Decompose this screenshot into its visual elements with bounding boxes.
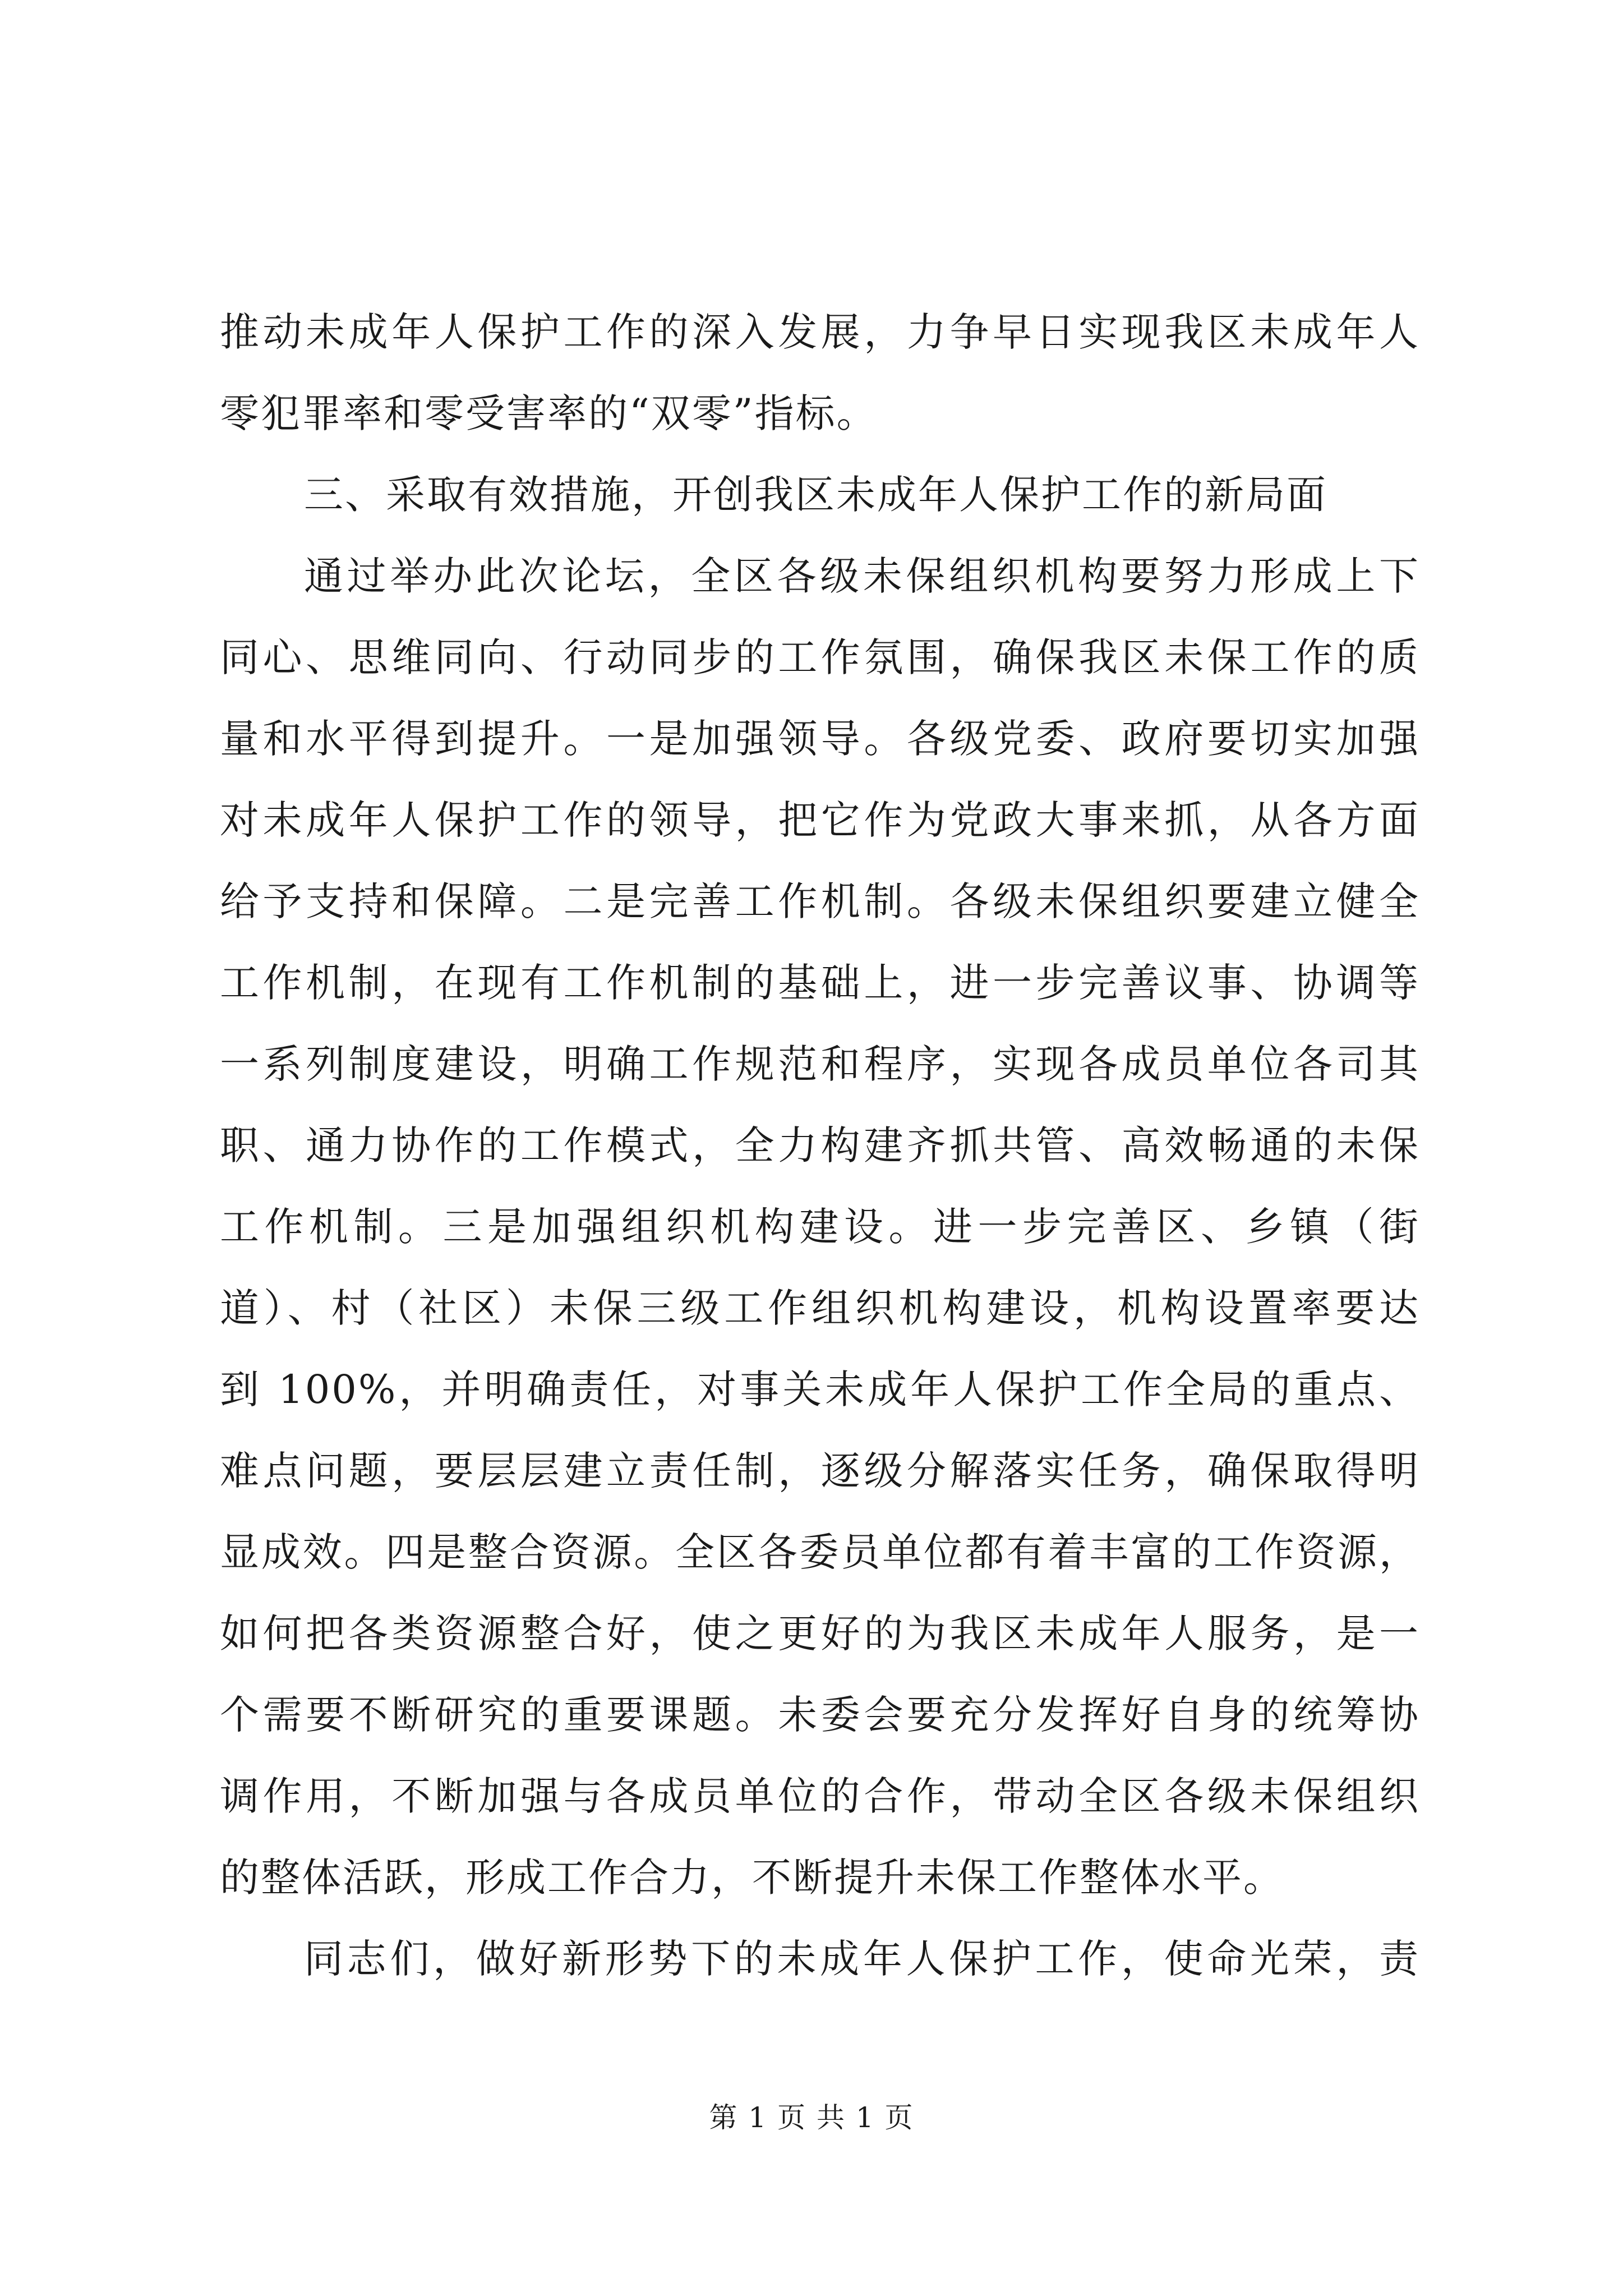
text-line: 如何把各类资源整合好，使之更好的为我区未成年人服务，是一 [220,1611,1420,1657]
text-line: 零犯罪率和零受害率的“双零”指标。 [220,390,878,436]
text-line: 调作用，不断加强与各成员单位的合作，带动全区各级未保组织 [220,1773,1420,1819]
text-line: 工作机制。三是加强组织机构建设。进一步完善区、乡镇（街 [220,1204,1420,1250]
text-line: 对未成年人保护工作的领导，把它作为党政大事来抓，从各方面 [220,797,1420,843]
text-line: 一系列制度建设，明确工作规范和程序，实现各成员单位各司其 [220,1041,1420,1087]
text-line: 显成效。四是整合资源。全区各委员单位都有着丰富的工作资源， [220,1529,1420,1575]
text-line: 的整体活跃，形成工作合力，不断提升未保工作整体水平。 [220,1855,1284,1901]
text-line: 同志们，做好新形势下的未成年人保护工作，使命光荣，责 [304,1936,1420,1982]
text-line: 道）、村（社区）未保三级工作组织机构建设，机构设置率要达 [220,1285,1420,1331]
text-line: 工作机制，在现有工作机制的基础上，进一步完善议事、协调等 [220,960,1420,1006]
text-line: 职、通力协作的工作模式，全力构建齐抓共管、高效畅通的未保 [220,1122,1420,1168]
text-line: 量和水平得到提升。一是加强领导。各级党委、政府要切实加强 [220,716,1420,762]
text-line: 推动未成年人保护工作的深入发展，力争早日实现我区未成年人 [220,309,1420,355]
text-line: 到 100%，并明确责任，对事关未成年人保护工作全局的重点、 [220,1366,1420,1412]
text-line: 给予支持和保障。二是完善工作机制。各级未保组织要建立健全 [220,878,1420,924]
page-footer: 第 1 页 共 1 页 [709,2101,914,2134]
text-line: 通过举办此次论坛，全区各级未保组织机构要努力形成上下 [304,553,1420,599]
text-line: 个需要不断研究的重要课题。未委会要充分发挥好自身的统筹协 [220,1692,1420,1738]
text-line: 同心、思维同向、行动同步的工作氛围，确保我区未保工作的质 [220,634,1420,680]
text-line: 难点问题，要层层建立责任制，逐级分解落实任务，确保取得明 [220,1448,1420,1494]
document-body [220,292,1420,2000]
text-line: 三、采取有效措施，开创我区未成年人保护工作的新局面 [304,472,1327,518]
